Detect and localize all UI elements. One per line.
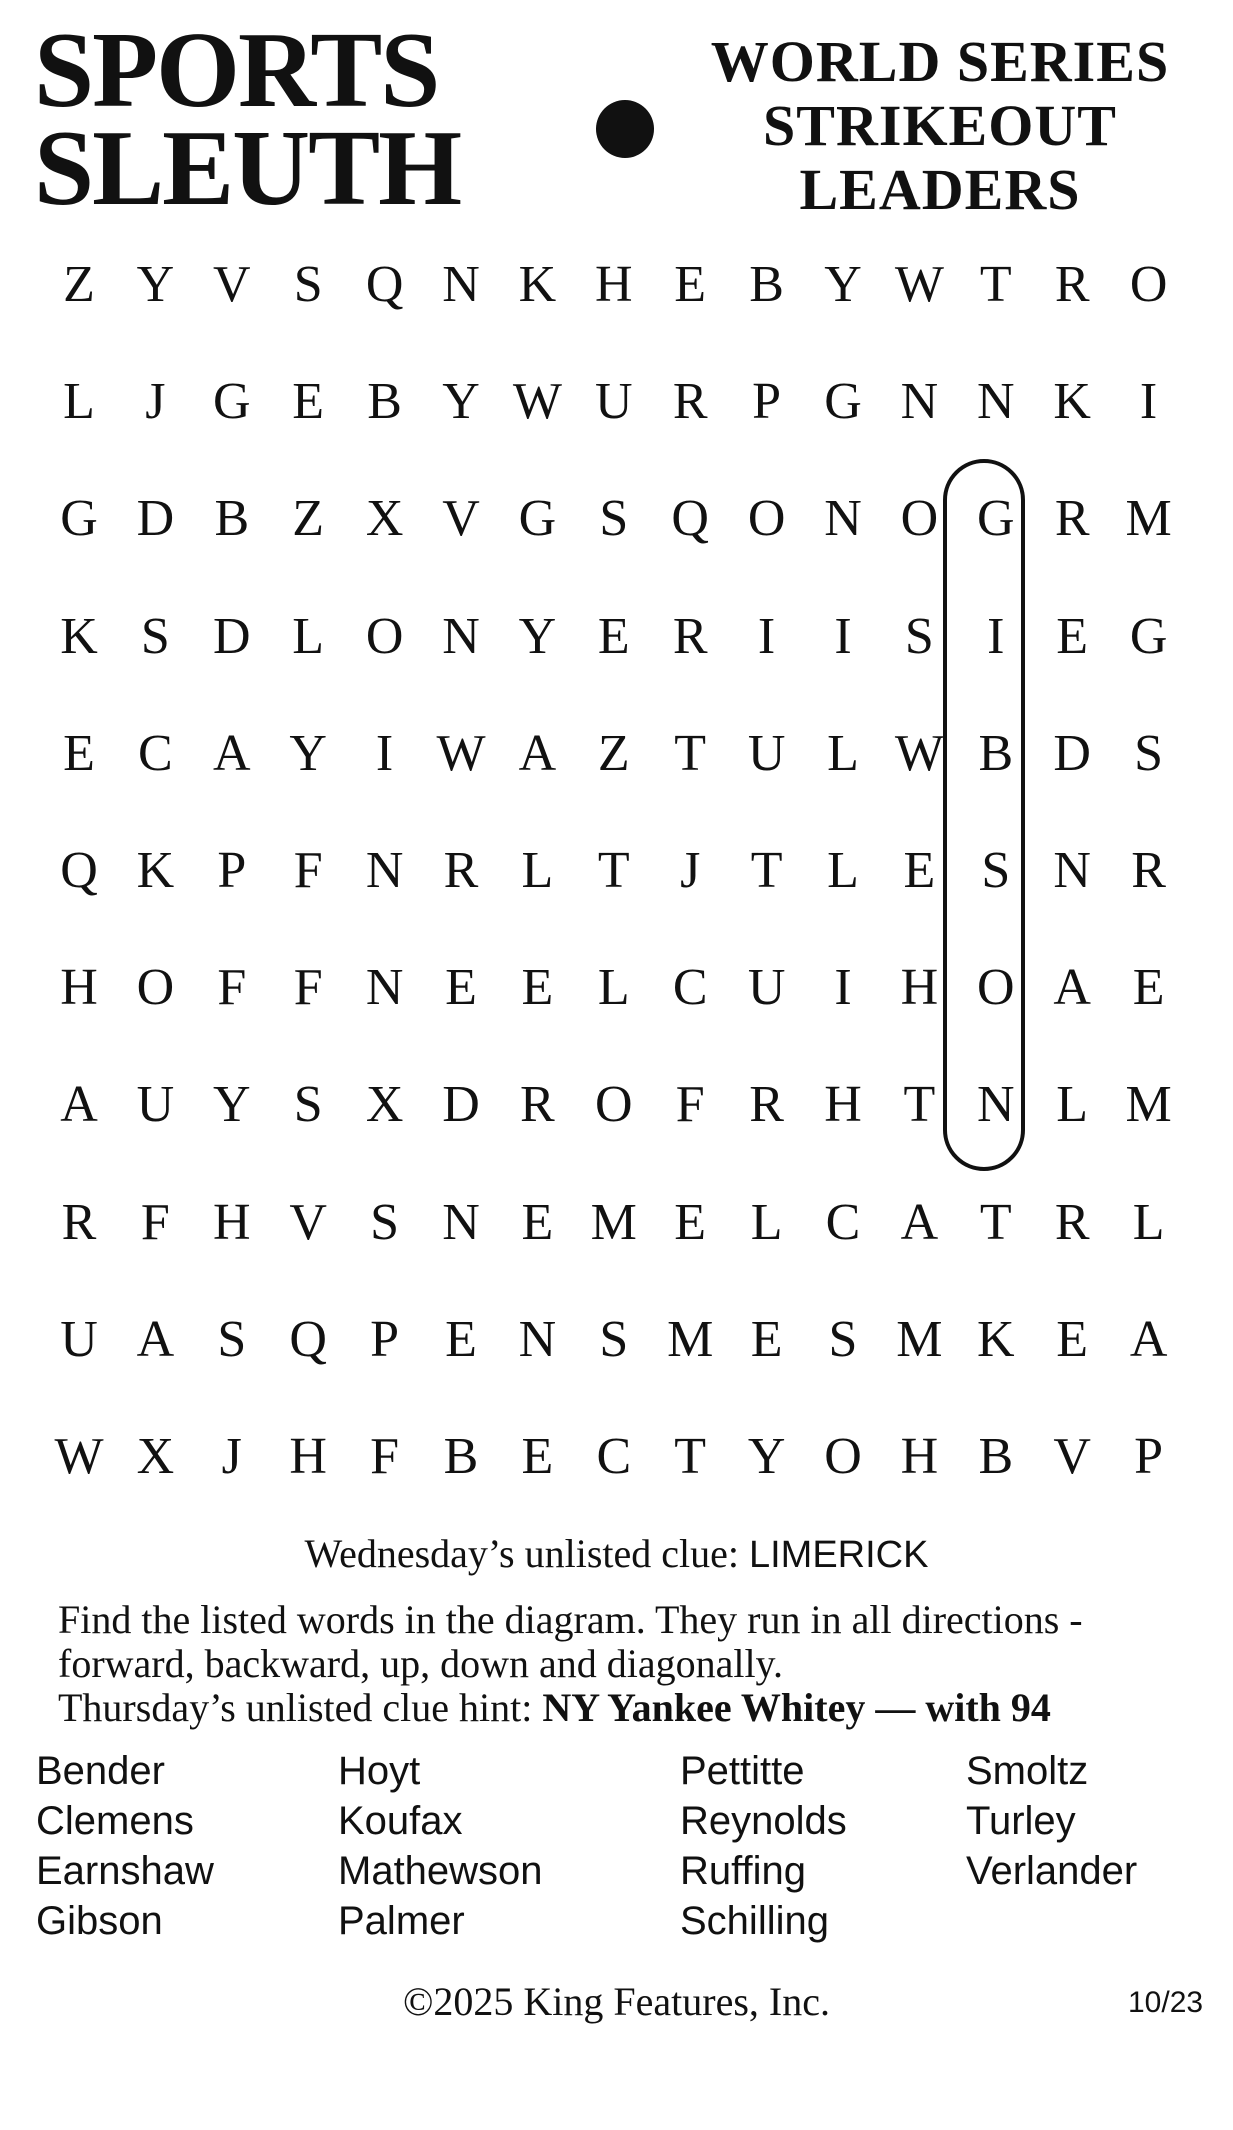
word-list-item: Hoyt — [338, 1749, 421, 1793]
grid-letter: P — [217, 842, 247, 899]
grid-letter: H — [900, 1428, 939, 1485]
grid-letter: Z — [597, 724, 630, 782]
grid-letter: Y — [213, 1076, 251, 1134]
grid-letter: W — [54, 1428, 104, 1485]
grid-letter: E — [521, 1428, 554, 1485]
grid-letter: Y — [518, 607, 557, 665]
grid-letter: S — [904, 607, 934, 665]
grid-letter: N — [442, 607, 480, 665]
grid-letter: D — [213, 607, 251, 665]
grid-letter: M — [590, 1193, 637, 1251]
grid-letter: F — [675, 1076, 705, 1134]
instructions — [58, 1598, 1178, 1730]
hint-label: Thursday’s unlisted clue hint: — [58, 1685, 533, 1730]
grid-letter: E — [903, 842, 936, 899]
grid-letter: O — [977, 959, 1015, 1017]
grid-letter: T — [750, 842, 783, 899]
grid-letter: N — [442, 256, 480, 313]
grid-letter: H — [900, 959, 939, 1017]
grid-letter: L — [750, 1193, 783, 1251]
grid-letter: D — [1053, 724, 1091, 782]
grid-letter: S — [370, 1193, 400, 1251]
word-list-item: Pettitte — [680, 1749, 805, 1793]
copyright: ©2025 King Features, Inc. — [403, 1979, 830, 2024]
grid-letter: E — [63, 724, 95, 782]
grid-letter: L — [1056, 1076, 1089, 1134]
grid-letter: H — [595, 256, 633, 313]
grid-letter: E — [445, 959, 477, 1017]
grid-letter: N — [824, 490, 862, 548]
grid-letter: X — [365, 1076, 404, 1134]
word-list-item: Ruffing — [680, 1849, 807, 1893]
word-list-item: Turley — [966, 1799, 1076, 1843]
grid-letter: I — [834, 607, 852, 665]
grid-letter: S — [217, 1310, 247, 1368]
grid-letter: D — [136, 490, 175, 548]
grid-letter: R — [520, 1076, 555, 1134]
grid-letter: T — [674, 724, 707, 782]
puzzle-subtitle — [680, 30, 1200, 222]
found-word-loop — [943, 459, 1025, 1171]
grid-letter: R — [1054, 256, 1090, 313]
grid-letter: O — [595, 1076, 633, 1134]
grid-letter: M — [896, 1310, 943, 1368]
grid-letter: J — [680, 842, 701, 899]
grid-letter: F — [217, 959, 247, 1017]
grid-letter: C — [672, 959, 708, 1017]
grid-letter: K — [977, 1310, 1015, 1368]
grid-letter: S — [293, 1076, 323, 1134]
title-line-1: SPORTS — [34, 11, 439, 130]
grid-letter: L — [63, 373, 95, 431]
grid-letter: K — [136, 842, 175, 899]
grid-letter: H — [60, 959, 98, 1017]
subtitle-line-2: STRIKEOUT — [763, 93, 1117, 158]
word-list-column-3 — [680, 1746, 847, 1946]
grid-letter: V — [1053, 1428, 1091, 1485]
grid-letter: S — [140, 607, 170, 665]
grid-letter: F — [140, 1193, 170, 1251]
grid-letter: I — [834, 959, 852, 1017]
grid-letter: R — [61, 1193, 97, 1251]
grid-letter: T — [979, 256, 1012, 313]
grid-letter: C — [596, 1428, 632, 1485]
unlisted-clue-label: Wednesday’s unlisted clue: — [304, 1531, 739, 1576]
hint-text: NY Yankee Whitey — with 94 — [542, 1685, 1051, 1730]
grid-letter: E — [521, 959, 554, 1017]
grid-letter: G — [824, 373, 862, 431]
grid-letter: L — [292, 607, 325, 665]
grid-letter: C — [825, 1193, 861, 1251]
grid-letter: L — [597, 959, 630, 1017]
grid-letter: U — [595, 373, 633, 431]
grid-letter: W — [436, 724, 486, 782]
word-list-item: Koufax — [338, 1799, 463, 1843]
grid-letter: D — [442, 1076, 480, 1134]
grid-letter: W — [512, 373, 562, 431]
grid-letter: I — [1139, 373, 1158, 431]
grid-letter: A — [518, 724, 557, 782]
grid-letter: J — [145, 373, 166, 431]
grid-letter: R — [672, 607, 708, 665]
grid-letter: U — [60, 1310, 98, 1368]
grid-letter: R — [443, 842, 479, 899]
grid-letter: N — [977, 373, 1015, 431]
grid-letter: R — [1131, 842, 1166, 899]
grid-letter: B — [443, 1428, 479, 1485]
grid-letter: S — [293, 256, 323, 313]
word-list-item: Schilling — [680, 1899, 829, 1943]
grid-letter: G — [977, 490, 1015, 548]
word-list-item: Smoltz — [966, 1749, 1089, 1793]
grid-letter: A — [213, 724, 251, 782]
grid-letter: E — [674, 256, 707, 313]
date-code: 10/23 — [1128, 1986, 1204, 2019]
grid-letter: J — [221, 1428, 242, 1485]
subtitle-line-3: LEADERS — [799, 157, 1081, 222]
grid-letter: Y — [289, 724, 327, 782]
grid-letter: Z — [292, 490, 325, 548]
grid-letter: S — [981, 842, 1011, 899]
grid-letter: K — [518, 256, 557, 313]
grid-letter: A — [136, 1310, 175, 1368]
grid-letter: L — [827, 842, 859, 899]
unlisted-clue-answer: LIMERICK — [748, 1534, 929, 1576]
word-list-column-2 — [338, 1746, 543, 1946]
grid-letter: Q — [671, 490, 709, 548]
grid-letter: S — [599, 490, 629, 548]
grid-letter: Y — [824, 256, 862, 313]
grid-letter: N — [442, 1193, 480, 1251]
grid-letter: A — [900, 1193, 939, 1251]
bullet-dot — [596, 100, 654, 158]
grid-letter: T — [597, 842, 630, 899]
word-list-item: Bender — [36, 1749, 165, 1793]
grid-letter: V — [289, 1193, 327, 1251]
grid-letter: R — [1054, 490, 1090, 548]
grid-letter: S — [599, 1310, 629, 1368]
grid-letter: E — [521, 1193, 554, 1251]
grid-letter: K — [60, 607, 98, 665]
grid-letter: T — [674, 1428, 707, 1485]
grid-letter: F — [370, 1428, 400, 1485]
word-list-item: Clemens — [36, 1799, 194, 1843]
grid-letter: L — [827, 724, 859, 782]
grid-letter: Y — [747, 1428, 786, 1485]
grid-letter: B — [367, 373, 402, 431]
grid-letter: E — [597, 607, 630, 665]
grid-letter: K — [1053, 373, 1091, 431]
grid-letter: W — [894, 256, 944, 313]
grid-letter: T — [979, 1193, 1012, 1251]
grid-letter: B — [214, 490, 250, 548]
grid-letter: E — [445, 1310, 477, 1368]
grid-letter: E — [292, 373, 325, 431]
grid-letter: P — [1134, 1428, 1164, 1485]
grid-letter: M — [1125, 1076, 1172, 1134]
grid-letter: X — [136, 1428, 175, 1485]
grid-letter: T — [903, 1076, 936, 1134]
grid-letter: G — [60, 490, 98, 548]
grid-letter: N — [518, 1310, 557, 1368]
grid-letter: C — [138, 724, 173, 782]
grid-letter: W — [894, 724, 944, 782]
word-list-item: Reynolds — [680, 1799, 847, 1843]
grid-letter: V — [213, 256, 251, 313]
grid-letter: M — [667, 1310, 714, 1368]
grid-letter: G — [1129, 607, 1168, 665]
word-list-column-4 — [966, 1746, 1137, 1896]
grid-letter: B — [749, 256, 784, 313]
grid-letter: E — [1132, 959, 1165, 1017]
grid-letter: B — [978, 724, 1014, 782]
grid-letter: G — [518, 490, 557, 548]
hint-line — [58, 1686, 1178, 1730]
grid-letter: O — [900, 490, 939, 548]
grid-letter: Q — [365, 256, 404, 313]
grid-letter: P — [752, 373, 782, 431]
grid-letter: P — [370, 1310, 400, 1368]
grid-letter: H — [824, 1076, 862, 1134]
grid-letter: B — [978, 1428, 1014, 1485]
grid-letter: S — [828, 1310, 858, 1368]
grid-letter: N — [1053, 842, 1091, 899]
grid-letter: O — [365, 607, 404, 665]
grid-letter: E — [1056, 1310, 1089, 1368]
grid-letter: G — [213, 373, 251, 431]
unlisted-clue — [0, 1530, 1233, 1577]
grid-letter: A — [1129, 1310, 1168, 1368]
grid-letter: U — [747, 724, 786, 782]
grid-letter: L — [521, 842, 554, 899]
grid-letter: F — [293, 842, 323, 899]
word-list-item: Earnshaw — [36, 1849, 214, 1893]
word-list-item: Verlander — [966, 1849, 1138, 1893]
grid-letter: M — [1125, 490, 1172, 548]
grid-letter: R — [672, 373, 708, 431]
grid-letter: E — [750, 1310, 783, 1368]
grid-letter: I — [375, 724, 394, 782]
grid-letter: Q — [289, 1310, 327, 1368]
grid-letter: X — [365, 490, 404, 548]
title-line-2: SLEUTH — [34, 109, 461, 228]
grid-letter: A — [1053, 959, 1091, 1017]
grid-letter: H — [289, 1428, 327, 1485]
word-list-item: Palmer — [338, 1899, 465, 1943]
grid-letter: S — [1134, 724, 1164, 782]
grid-letter: U — [747, 959, 786, 1017]
grid-letter: R — [749, 1076, 784, 1134]
grid-letter: E — [674, 1193, 707, 1251]
grid-letter: Y — [442, 373, 480, 431]
word-list-item: Gibson — [36, 1899, 163, 1943]
grid-letter: N — [365, 959, 404, 1017]
grid-letter: I — [757, 607, 776, 665]
grid-letter: Y — [136, 256, 175, 313]
grid-letter: N — [977, 1076, 1015, 1134]
grid-letter: I — [987, 607, 1005, 665]
puzzle-title — [34, 11, 461, 228]
grid-letter: E — [1056, 607, 1089, 665]
grid-letter: U — [136, 1076, 175, 1134]
grid-letter: F — [293, 959, 323, 1017]
word-list-column-1 — [36, 1746, 214, 1946]
grid-letter: O — [1129, 256, 1168, 313]
grid-letter: N — [365, 842, 404, 899]
grid-letter: N — [900, 373, 939, 431]
grid-letter: H — [213, 1193, 251, 1251]
grid-letter: A — [60, 1076, 98, 1134]
grid-letter: O — [747, 490, 786, 548]
grid-letter: V — [442, 490, 480, 548]
grid-letter: L — [1132, 1193, 1165, 1251]
grid-letter: R — [1054, 1193, 1090, 1251]
subtitle-line-1: WORLD SERIES — [710, 29, 1170, 94]
instructions-line-2: forward, backward, up, down and diagonally. — [58, 1641, 783, 1686]
grid-letter: O — [824, 1428, 862, 1485]
instructions-line-1: Find the listed words in the diagram. They run in all directions - — [58, 1597, 1083, 1642]
grid-letter: O — [136, 959, 175, 1017]
grid-letter: Z — [63, 256, 95, 313]
word-list-item: Mathewson — [338, 1849, 543, 1893]
grid-letter: Q — [60, 842, 98, 899]
